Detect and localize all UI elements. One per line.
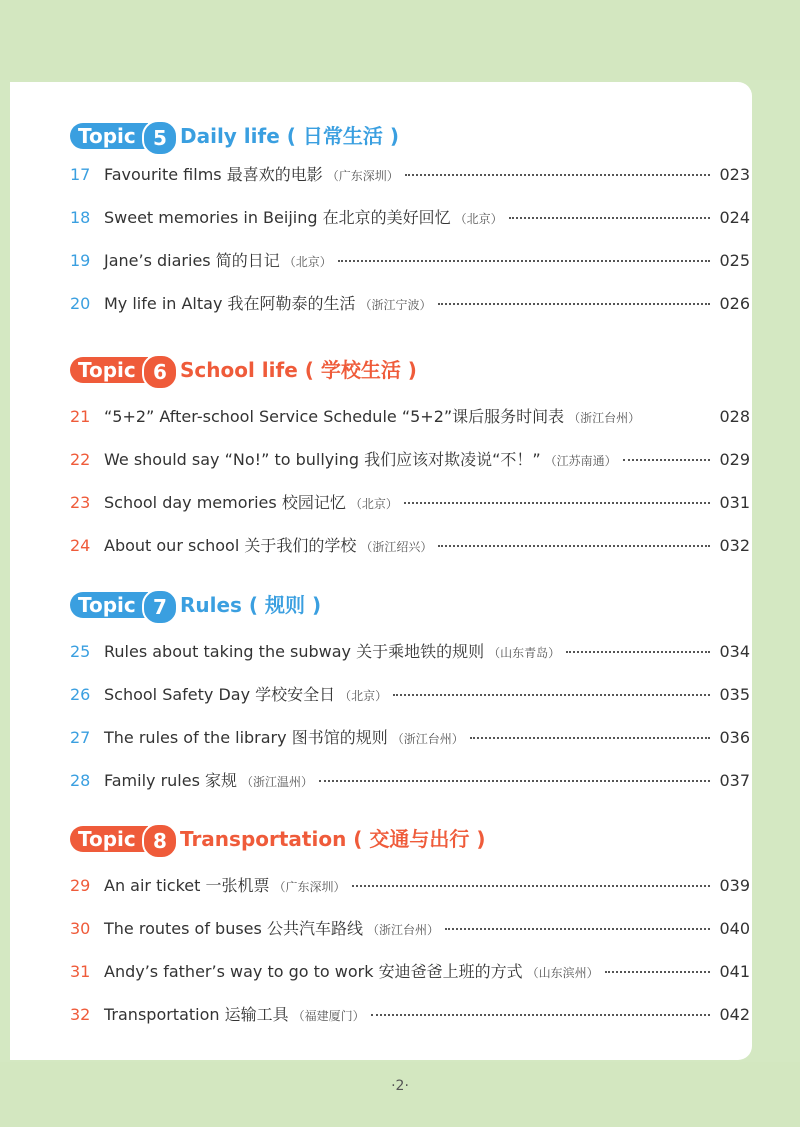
- topic-title: Rules ( 规则 ): [180, 593, 322, 617]
- topic-header: [70, 589, 750, 625]
- entry-number: 23: [70, 493, 91, 512]
- topic-section-8: [70, 823, 750, 1045]
- entry-title: Rules about taking the subway 关于乘地铁的规则: [104, 642, 485, 661]
- entry-number: 25: [70, 642, 91, 661]
- topic-section-5: [70, 120, 750, 334]
- toc-entry[interactable]: [70, 959, 750, 1002]
- toc-entry[interactable]: [70, 533, 750, 576]
- entry-title: The routes of buses 公共汽车路线: [104, 919, 363, 938]
- entry-region: （浙江台州）: [568, 411, 641, 425]
- toc-entry[interactable]: [70, 639, 750, 682]
- entry-page: 039: [719, 876, 750, 895]
- entry-title: About our school 关于我们的学校: [104, 536, 357, 555]
- entry-list: [70, 404, 750, 576]
- entry-number: 18: [70, 208, 91, 227]
- toc-entry[interactable]: [70, 873, 750, 916]
- entry-region: （山东滨州）: [526, 966, 599, 980]
- toc-entry[interactable]: [70, 916, 750, 959]
- entry-number: 17: [70, 165, 91, 184]
- entry-title: Transportation 运输工具: [104, 1005, 289, 1024]
- entry-region: （浙江台州）: [391, 732, 464, 746]
- dot-leader: [445, 928, 710, 930]
- dot-leader: [371, 1014, 710, 1016]
- entry-list: [70, 873, 750, 1045]
- toc-entry[interactable]: [70, 1002, 750, 1045]
- entry-page: 036: [719, 728, 750, 747]
- toc-entry[interactable]: [70, 447, 750, 490]
- entry-number: 30: [70, 919, 91, 938]
- entry-page: 024: [719, 208, 750, 227]
- entry-page: 041: [719, 962, 750, 981]
- dot-leader: [352, 885, 710, 887]
- entry-title: My life in Altay 我在阿勒泰的生活: [104, 294, 356, 313]
- dot-leader: [438, 545, 710, 547]
- entry-number: 27: [70, 728, 91, 747]
- dot-leader: [405, 174, 710, 176]
- dot-leader: [509, 217, 710, 219]
- entry-region: （广东深圳）: [273, 880, 346, 894]
- entry-number: 26: [70, 685, 91, 704]
- entry-region: （浙江台州）: [366, 923, 439, 937]
- dot-leader: [438, 303, 710, 305]
- dot-leader: [319, 780, 710, 782]
- entry-region: （福建厦门）: [292, 1009, 365, 1023]
- toc-entry[interactable]: [70, 248, 750, 291]
- entry-number: 28: [70, 771, 91, 790]
- dot-leader: [338, 260, 710, 262]
- entry-list: [70, 639, 750, 811]
- page-number: ·2·: [391, 1078, 409, 1094]
- entry-number: 22: [70, 450, 91, 469]
- dot-leader: [393, 694, 710, 696]
- entry-page: 031: [719, 493, 750, 512]
- topic-section-7: [70, 589, 750, 811]
- entry-region: （江苏南通）: [544, 454, 617, 468]
- topic-label: Topic: [70, 592, 148, 618]
- entry-page: 029: [719, 450, 750, 469]
- entry-title: An air ticket 一张机票: [104, 876, 270, 895]
- entry-title: Jane’s diaries 简的日记: [104, 251, 280, 270]
- entry-number: 21: [70, 407, 91, 426]
- topic-header: [70, 823, 750, 859]
- toc-entry[interactable]: [70, 162, 750, 205]
- topic-number-badge: 5: [142, 120, 178, 156]
- entry-page: 023: [719, 165, 750, 184]
- toc-entry[interactable]: [70, 404, 750, 447]
- bottom-margin-band: [0, 1062, 800, 1127]
- entry-title: Sweet memories in Beijing 在北京的美好回忆: [104, 208, 451, 227]
- topic-label: Topic: [70, 826, 148, 852]
- entry-number: 19: [70, 251, 91, 270]
- entry-region: （北京）: [454, 212, 503, 226]
- toc-entry[interactable]: [70, 725, 750, 768]
- topic-number-badge: 7: [142, 589, 178, 625]
- toc-entry[interactable]: [70, 682, 750, 725]
- dot-leader: [623, 459, 710, 461]
- entry-page: 040: [719, 919, 750, 938]
- entry-title: The rules of the library 图书馆的规则: [104, 728, 388, 747]
- dot-leader: [605, 971, 710, 973]
- entry-title: Favourite films 最喜欢的电影: [104, 165, 323, 184]
- topic-label: Topic: [70, 123, 148, 149]
- topic-number-badge: 6: [142, 354, 178, 390]
- topic-label: Topic: [70, 357, 148, 383]
- entry-region: （浙江宁波）: [359, 298, 432, 312]
- entry-number: 20: [70, 294, 91, 313]
- topic-title: School life ( 学校生活 ): [180, 358, 417, 382]
- entry-region: （浙江绍兴）: [360, 540, 433, 554]
- entry-title: Family rules 家规: [104, 771, 238, 790]
- topic-number-badge: 8: [142, 823, 178, 859]
- topic-title: Daily life ( 日常生活 ): [180, 124, 399, 148]
- entry-page: 032: [719, 536, 750, 555]
- dot-leader: [566, 651, 710, 653]
- entry-page: 026: [719, 294, 750, 313]
- top-margin-band: [0, 0, 800, 80]
- entry-number: 31: [70, 962, 91, 981]
- toc-entry[interactable]: [70, 205, 750, 248]
- topic-header: [70, 120, 750, 156]
- toc-entry[interactable]: [70, 768, 750, 811]
- entry-region: （广东深圳）: [326, 169, 399, 183]
- entry-number: 29: [70, 876, 91, 895]
- entry-page: 028: [719, 407, 750, 426]
- toc-entry[interactable]: [70, 291, 750, 334]
- dot-leader: [470, 737, 710, 739]
- entry-list: [70, 162, 750, 334]
- topic-header: [70, 354, 750, 390]
- entry-region: （浙江温州）: [241, 775, 314, 789]
- toc-entry[interactable]: [70, 490, 750, 533]
- entry-page: 025: [719, 251, 750, 270]
- entry-number: 24: [70, 536, 91, 555]
- entry-page: 034: [719, 642, 750, 661]
- dot-leader: [404, 502, 710, 504]
- entry-title: We should say “No!” to bullying 我们应该对欺凌说“不！”: [104, 450, 541, 469]
- entry-title: School Safety Day 学校安全日: [104, 685, 336, 704]
- entry-title: “5+2” After-school Service Schedule “5+2”课后服务时间表: [104, 407, 565, 426]
- topic-title: Transportation ( 交通与出行 ): [180, 827, 486, 851]
- entry-page: 037: [719, 771, 750, 790]
- entry-page: 035: [719, 685, 750, 704]
- entry-region: （山东青岛）: [488, 646, 561, 660]
- topic-section-6: [70, 354, 750, 576]
- entry-number: 32: [70, 1005, 91, 1024]
- entry-title: Andy’s father’s way to go to work 安迪爸爸上班的方式: [104, 962, 523, 981]
- entry-title: School day memories 校园记忆: [104, 493, 346, 512]
- entry-region: （北京）: [283, 255, 332, 269]
- entry-region: （北京）: [339, 689, 388, 703]
- entry-region: （北京）: [349, 497, 398, 511]
- entry-page: 042: [719, 1005, 750, 1024]
